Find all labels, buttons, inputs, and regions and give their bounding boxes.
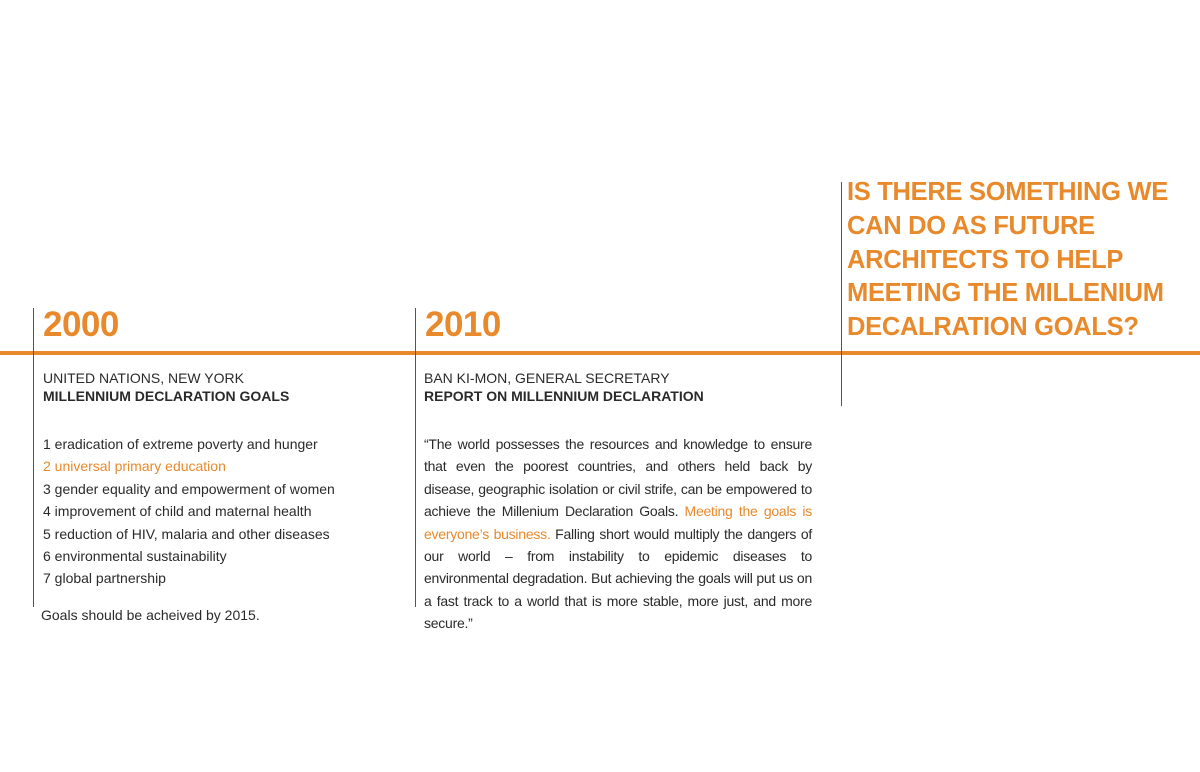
quote-text: Falling short would multiply the dangers of our world – from instability to epidemic diseases to environmental degradation. But achieving the goals will put us on a fast track to a world that is more stable, more just, and more secure.” xyxy=(424,525,813,632)
goal-item: 1 eradication of extreme poverty and hunger xyxy=(43,436,318,452)
column-divider-2010 xyxy=(415,308,416,607)
location-label: UNITED NATIONS, NEW YORK xyxy=(43,370,244,386)
goal-item: 5 reduction of HIV, malaria and other diseases xyxy=(43,525,330,542)
goal-item: 3 gender equality and empowerment of women xyxy=(43,480,335,497)
column-2000 xyxy=(43,369,403,626)
year-heading-2000: 2000 xyxy=(43,305,119,344)
question-heading xyxy=(847,176,1187,345)
goal-item: 4 improvement of child and maternal health xyxy=(43,503,312,520)
goals-deadline-note: Goals should be acheived by 2015. xyxy=(41,606,260,623)
column-divider-question xyxy=(841,182,842,406)
goal-item: 6 environmental sustainability xyxy=(43,548,227,565)
goal-item-highlighted: 2 universal primary education xyxy=(43,458,226,475)
quote-text: “The world possesses the resources and knowledge to ensure that even the poorest countries, and others held back by disease, geographic isolation or civil strife, can be empowered to achieve the Millenium Declaration Goals. xyxy=(424,436,812,520)
question-line: DECALRATION GOALS? xyxy=(847,313,1139,342)
goals-heading: MILLENNIUM DECLARATION GOALS xyxy=(43,388,290,404)
question-line: IS THERE SOMETHING WE xyxy=(847,178,1168,206)
column-divider-2000 xyxy=(33,308,34,607)
quote-paragraph xyxy=(424,433,812,635)
question-line: CAN DO AS FUTURE xyxy=(847,211,1095,240)
quote-highlight: Meeting the goals is everyone’s business. xyxy=(424,503,812,542)
column-2010 xyxy=(424,369,812,635)
question-line: MEETING THE MILLENIUM xyxy=(847,279,1164,308)
year-heading-2010: 2010 xyxy=(425,305,501,344)
goals-list xyxy=(43,433,403,590)
goal-item: 7 global partnership xyxy=(43,570,166,587)
report-heading: REPORT ON MILLENNIUM DECLARATION xyxy=(424,388,704,404)
timeline-rule xyxy=(0,351,1200,355)
speaker-label: BAN KI-MON, GENERAL SECRETARY xyxy=(424,370,670,386)
question-line: ARCHITECTS TO HELP xyxy=(847,245,1124,274)
